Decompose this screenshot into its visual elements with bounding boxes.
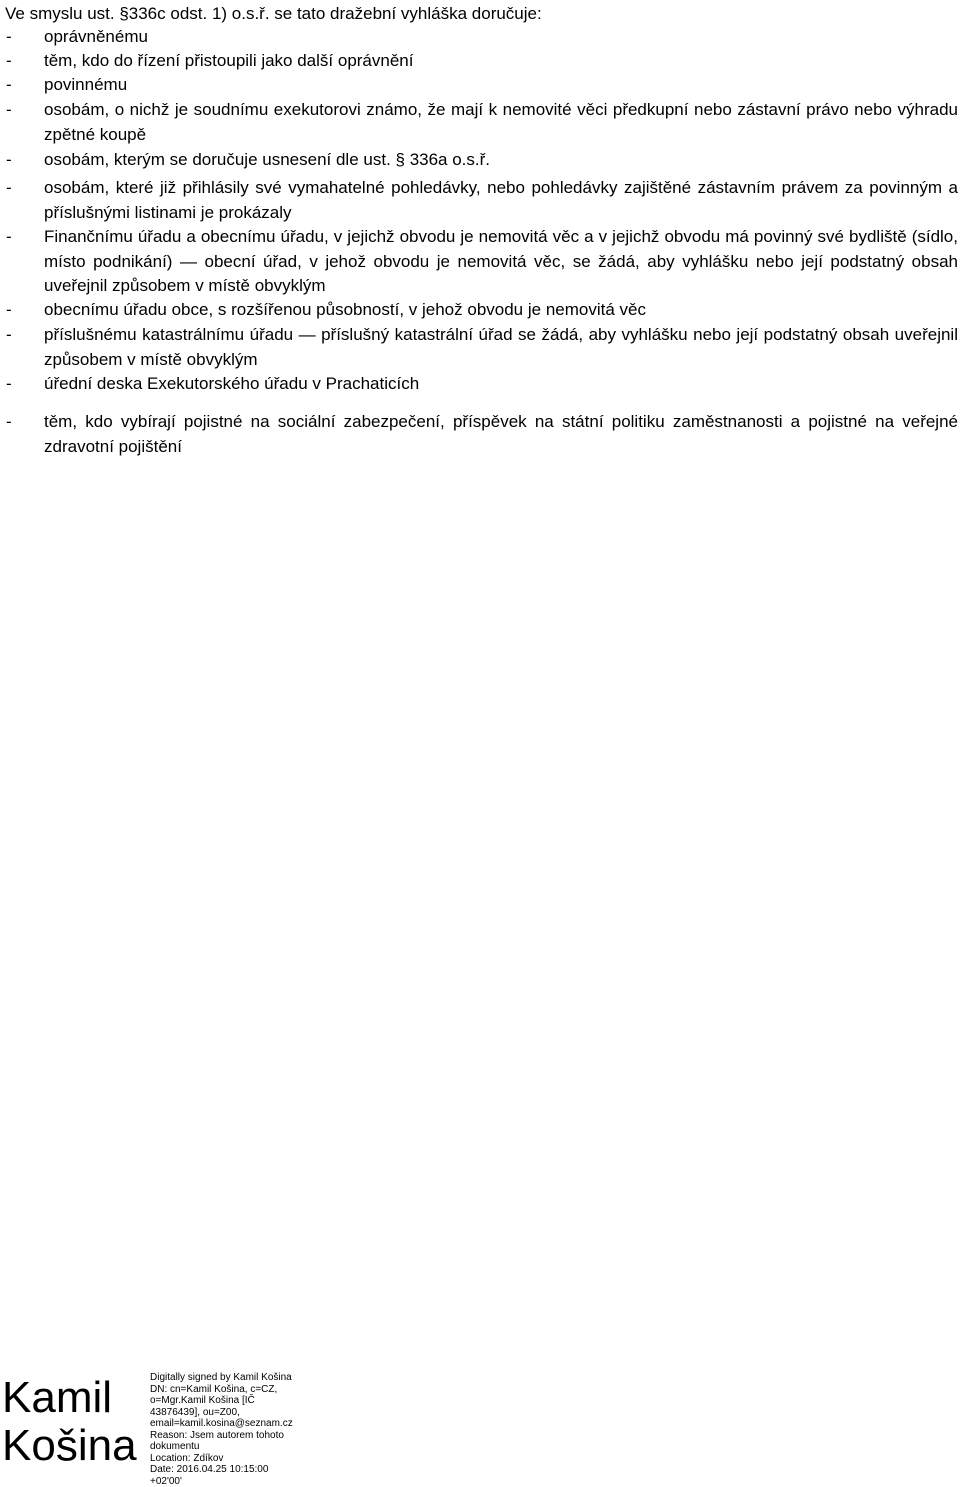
list-item-text: příslušnému katastrálnímu úřadu — příslušný katastrální úřad se žádá, aby vyhlášku nebo její podstatný obsah uveřejnil způsobem v místě obvyklým <box>44 323 958 372</box>
list-item-text: těm, kdo vybírají pojistné na sociální zabezpečení, příspěvek na státní politiku zaměstnanosti a pojistné na veřejné zdravotní pojištění <box>44 410 958 459</box>
signature-detail-line: +02'00' <box>150 1476 293 1487</box>
list-item <box>6 225 958 299</box>
signature-detail-line: 43876439], ou=Z00, <box>150 1407 293 1419</box>
list-item <box>6 25 958 50</box>
signature-details <box>150 1372 293 1487</box>
list-dash: - <box>6 148 12 173</box>
signature-last-name: Košina <box>2 1422 137 1470</box>
list-item <box>6 176 958 225</box>
list-item <box>6 372 958 397</box>
list-item <box>6 148 958 173</box>
list-item-text: úřední deska Exekutorského úřadu v Prachaticích <box>44 372 958 397</box>
intro-paragraph: Ve smyslu ust. §336c odst. 1) o.s.ř. se tato dražební vyhláška doručuje: <box>5 2 542 25</box>
list-dash: - <box>6 372 12 397</box>
list-dash: - <box>6 25 12 50</box>
list-dash: - <box>6 98 12 123</box>
list-item-text: osobám, které již přihlásily své vymahatelné pohledávky, nebo pohledávky zajištěné zástavním právem za povinným a příslušnými listinami je prokázaly <box>44 176 958 225</box>
list-item <box>6 298 958 323</box>
list-item-text: osobám, kterým se doručuje usnesení dle ust. § 336a o.s.ř. <box>44 148 958 173</box>
signature-detail-line: o=Mgr.Kamil Košina [IČ <box>150 1395 293 1407</box>
list-item-text: Finančnímu úřadu a obecnímu úřadu, v jejichž obvodu je nemovitá věc a v jejichž obvodu má povinný své bydliště (sídlo, místo podnikání) — obecní úřad, v jehož obvodu je nemovitá věc, se žádá, aby vyhlášku nebo její podstatný obsah uveřejnil způsobem v místě obvyklým <box>44 225 958 299</box>
list-item-text: osobám, o nichž je soudnímu exekutorovi známo, že mají k nemovité věci předkupní nebo zástavní právo nebo výhradu zpětné koupě <box>44 98 958 147</box>
list-item-text: oprávněnému <box>44 25 958 50</box>
signature-first-name: Kamil <box>2 1374 137 1422</box>
signature-detail-line: email=kamil.kosina@seznam.cz <box>150 1418 293 1430</box>
list-dash: - <box>6 176 12 201</box>
signature-detail-line: DN: cn=Kamil Košina, c=CZ, <box>150 1384 293 1396</box>
list-item-text: obecnímu úřadu obce, s rozšířenou působností, v jehož obvodu je nemovitá věc <box>44 298 958 323</box>
list-item <box>6 323 958 372</box>
signature-detail-line: Location: Zdíkov <box>150 1453 293 1465</box>
list-dash: - <box>6 73 12 98</box>
list-item-text: povinnému <box>44 73 958 98</box>
signature-detail-line: Digitally signed by Kamil Košina <box>150 1372 293 1384</box>
list-item-text: těm, kdo do řízení přistoupili jako další oprávnění <box>44 49 958 74</box>
list-item <box>6 410 958 459</box>
signature-detail-line: Date: 2016.04.25 10:15:00 <box>150 1464 293 1476</box>
signature-detail-line: dokumentu <box>150 1441 293 1453</box>
list-item <box>6 49 958 74</box>
list-item <box>6 98 958 147</box>
list-dash: - <box>6 323 12 348</box>
list-dash: - <box>6 49 12 74</box>
list-item <box>6 73 958 98</box>
signature-name <box>2 1374 137 1470</box>
signature-detail-line: Reason: Jsem autorem tohoto <box>150 1430 293 1442</box>
list-dash: - <box>6 298 12 323</box>
digital-signature <box>0 1368 960 1471</box>
list-dash: - <box>6 225 12 250</box>
list-dash: - <box>6 410 12 435</box>
